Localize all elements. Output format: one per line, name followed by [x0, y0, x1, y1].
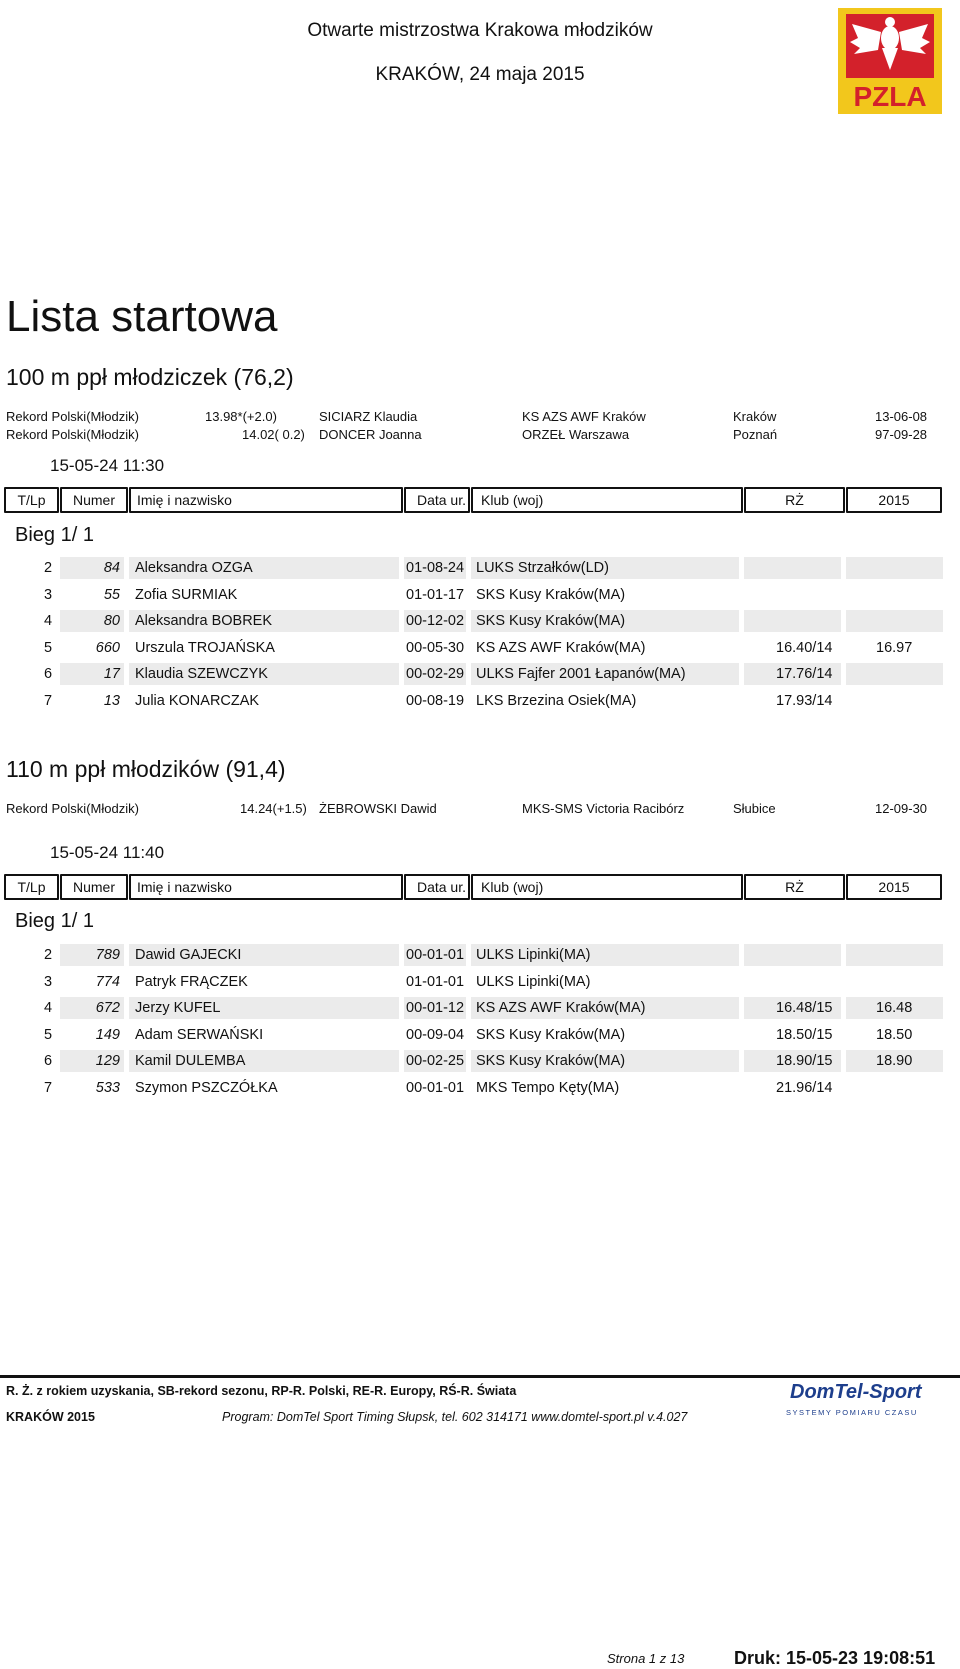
- row-birth: 00-09-04: [406, 1027, 465, 1043]
- col-numer: Numer: [60, 874, 128, 900]
- row-club: ULKS Lipinki(MA): [476, 974, 591, 990]
- row-pb: 18.50/15: [776, 1027, 833, 1043]
- row-pb: 18.90/15: [776, 1053, 833, 1069]
- col-pb: RŻ: [744, 487, 845, 513]
- row-sb: 16.48: [876, 1000, 913, 1016]
- pzla-logo: [838, 8, 942, 114]
- record-date: 13-06-08: [875, 409, 928, 424]
- record-result: 13.98*(+2.0): [205, 409, 277, 424]
- record-club: KS AZS AWF Kraków: [522, 409, 646, 424]
- col-sb: 2015: [846, 487, 942, 513]
- column-header: [0, 874, 942, 900]
- col-tlp: T/Lp: [4, 874, 59, 900]
- row-pb: 16.40/14: [776, 640, 833, 656]
- table-row: [0, 637, 960, 659]
- row-club: ULKS Lipinki(MA): [476, 947, 591, 963]
- row-pb: 17.76/14: [776, 666, 833, 682]
- competition-date: KRAKÓW, 24 maja 2015: [375, 64, 585, 85]
- domtel-logo: DomTel-Sport: [790, 1381, 922, 1403]
- row-birth: 00-01-01: [406, 947, 465, 963]
- page-title: Lista startowa: [6, 292, 278, 341]
- event-title: 100 m ppł młodziczek (76,2): [6, 364, 294, 390]
- record-place: Kraków: [733, 409, 777, 424]
- row-club: LKS Brzezina Osiek(MA): [476, 693, 637, 709]
- row-name: Urszula TROJAŃSKA: [135, 640, 275, 656]
- col-name: Imię i nazwisko: [129, 874, 403, 900]
- print-timestamp: Druk: 15-05-23 19:08:51: [734, 1648, 936, 1668]
- col-club: Klub (woj): [471, 487, 743, 513]
- row-lp: 4: [44, 613, 53, 629]
- row-birth: 00-05-30: [406, 640, 465, 656]
- row-number: 13: [103, 693, 120, 709]
- col-numer: Numer: [60, 487, 128, 513]
- record-label: Rekord Polski(Młodzik): [6, 801, 139, 816]
- record-athlete: ŻEBROWSKI Dawid: [319, 801, 437, 816]
- record-athlete: DONCER Joanna: [319, 427, 422, 442]
- row-name: Szymon PSZCZÓŁKA: [135, 1080, 278, 1096]
- row-lp: 2: [44, 947, 53, 963]
- row-birth: 00-02-25: [406, 1053, 465, 1069]
- row-number: 672: [95, 1000, 120, 1016]
- row-club: SKS Kusy Kraków(MA): [476, 587, 626, 603]
- row-birth: 01-01-17: [406, 587, 465, 603]
- record-date: 12-09-30: [875, 801, 928, 816]
- row-number: 84: [103, 560, 120, 576]
- row-name: Jerzy KUFEL: [135, 1000, 221, 1016]
- row-name: Julia KONARCZAK: [135, 693, 260, 709]
- col-pb: RŻ: [744, 874, 845, 900]
- record-result: 14.02( 0.2): [242, 427, 305, 442]
- row-name: Adam SERWAŃSKI: [135, 1027, 264, 1043]
- row-club: SKS Kusy Kraków(MA): [476, 1027, 626, 1043]
- logo-text: PZLA: [853, 81, 927, 112]
- row-sb: 16.97: [876, 640, 913, 656]
- row-lp: 7: [44, 1080, 53, 1096]
- record-club: ORZEŁ Warszawa: [522, 427, 630, 442]
- footer-city-year: KRAKÓW 2015: [6, 1410, 95, 1424]
- row-birth: 00-08-19: [406, 693, 465, 709]
- row-name: Zofia SURMIAK: [135, 587, 238, 603]
- row-number: 789: [95, 947, 120, 963]
- table-row: [0, 690, 960, 712]
- row-pb: 21.96/14: [776, 1080, 833, 1096]
- row-lp: 2: [44, 560, 53, 576]
- row-number: 774: [95, 974, 120, 990]
- row-sb: 18.50: [876, 1027, 913, 1043]
- table-row: [0, 1077, 960, 1099]
- event-schedule: 15-05-24 11:30: [50, 456, 165, 475]
- record-date: 97-09-28: [875, 427, 928, 442]
- row-lp: 3: [44, 974, 53, 990]
- table-row: [0, 944, 960, 966]
- record-result: 14.24(+1.5): [240, 801, 307, 816]
- row-name: Aleksandra BOBREK: [135, 613, 273, 629]
- row-birth: 01-08-24: [406, 560, 465, 576]
- record-athlete: SICIARZ Klaudia: [319, 409, 418, 424]
- row-birth: 00-12-02: [406, 613, 465, 629]
- row-number: 55: [103, 587, 120, 603]
- row-sb: 18.90: [876, 1053, 913, 1069]
- row-name: Klaudia SZEWCZYK: [135, 666, 268, 682]
- col-name: Imię i nazwisko: [129, 487, 403, 513]
- row-number: 533: [95, 1080, 120, 1096]
- row-pb: 16.48/15: [776, 1000, 833, 1016]
- row-number: 129: [95, 1053, 120, 1069]
- row-birth: 00-02-29: [406, 666, 465, 682]
- page-counter: Strona 1 z 13: [607, 1651, 685, 1666]
- row-birth: 01-01-01: [406, 974, 465, 990]
- row-lp: 7: [44, 693, 53, 709]
- row-club: MKS Tempo Kęty(MA): [476, 1080, 620, 1096]
- record-club: MKS-SMS Victoria Racibórz: [522, 801, 685, 816]
- footer-divider: [0, 1375, 960, 1378]
- heat-label: Bieg 1/ 1: [15, 910, 94, 932]
- table-row: [0, 1050, 960, 1072]
- row-lp: 3: [44, 587, 53, 603]
- row-name: Aleksandra OZGA: [135, 560, 253, 576]
- footer-program: Program: DomTel Sport Timing Słupsk, tel. 602 314171 www.domtel-sport.pl v.4.027: [222, 1410, 688, 1424]
- row-lp: 5: [44, 1027, 53, 1043]
- table-row: [0, 1024, 960, 1046]
- event-title: 110 m ppł młodzików (91,4): [6, 756, 286, 782]
- row-name: Kamil DULEMBA: [135, 1053, 246, 1069]
- row-name: Dawid GAJECKI: [135, 947, 242, 963]
- domtel-tagline: SYSTEMY POMIARU CZASU: [786, 1408, 918, 1417]
- row-club: ULKS Fajfer 2001 Łapanów(MA): [476, 666, 686, 682]
- row-pb: 17.93/14: [776, 693, 833, 709]
- record-label: Rekord Polski(Młodzik): [6, 409, 139, 424]
- competition-title: Otwarte mistrzostwa Krakowa młodzików: [307, 20, 653, 41]
- row-number: 149: [95, 1027, 120, 1043]
- column-header: [0, 487, 942, 513]
- event-schedule: 15-05-24 11:40: [50, 843, 165, 862]
- col-birth: Data ur.: [404, 874, 470, 900]
- col-club: Klub (woj): [471, 874, 743, 900]
- table-row: [0, 557, 960, 579]
- heat-label: Bieg 1/ 1: [15, 524, 94, 546]
- footer-legend: R. Ż. z rokiem uzyskania, SB-rekord sezonu, RP-R. Polski, RE-R. Europy, RŚ-R. Świata: [6, 1384, 517, 1398]
- row-lp: 4: [44, 1000, 53, 1016]
- record-place: Poznań: [733, 427, 778, 442]
- table-row: [0, 997, 960, 1019]
- row-club: KS AZS AWF Kraków(MA): [476, 1000, 646, 1016]
- row-club: SKS Kusy Kraków(MA): [476, 1053, 626, 1069]
- row-lp: 5: [44, 640, 53, 656]
- col-sb: 2015: [846, 874, 942, 900]
- col-tlp: T/Lp: [4, 487, 59, 513]
- row-name: Patryk FRĄCZEK: [135, 974, 248, 990]
- row-birth: 00-01-01: [406, 1080, 465, 1096]
- row-club: LUKS Strzałków(LD): [476, 560, 609, 576]
- row-lp: 6: [44, 666, 53, 682]
- row-club: SKS Kusy Kraków(MA): [476, 613, 626, 629]
- table-row: [0, 663, 960, 685]
- col-birth: Data ur.: [404, 487, 470, 513]
- row-number: 660: [95, 640, 120, 656]
- table-row: [0, 971, 960, 993]
- record-place: Słubice: [733, 801, 776, 816]
- table-row: [0, 584, 960, 606]
- row-club: KS AZS AWF Kraków(MA): [476, 640, 646, 656]
- table-row: [0, 610, 960, 632]
- row-lp: 6: [44, 1053, 53, 1069]
- row-birth: 00-01-12: [406, 1000, 465, 1016]
- row-number: 80: [103, 613, 120, 629]
- row-number: 17: [103, 666, 120, 682]
- record-label: Rekord Polski(Młodzik): [6, 427, 139, 442]
